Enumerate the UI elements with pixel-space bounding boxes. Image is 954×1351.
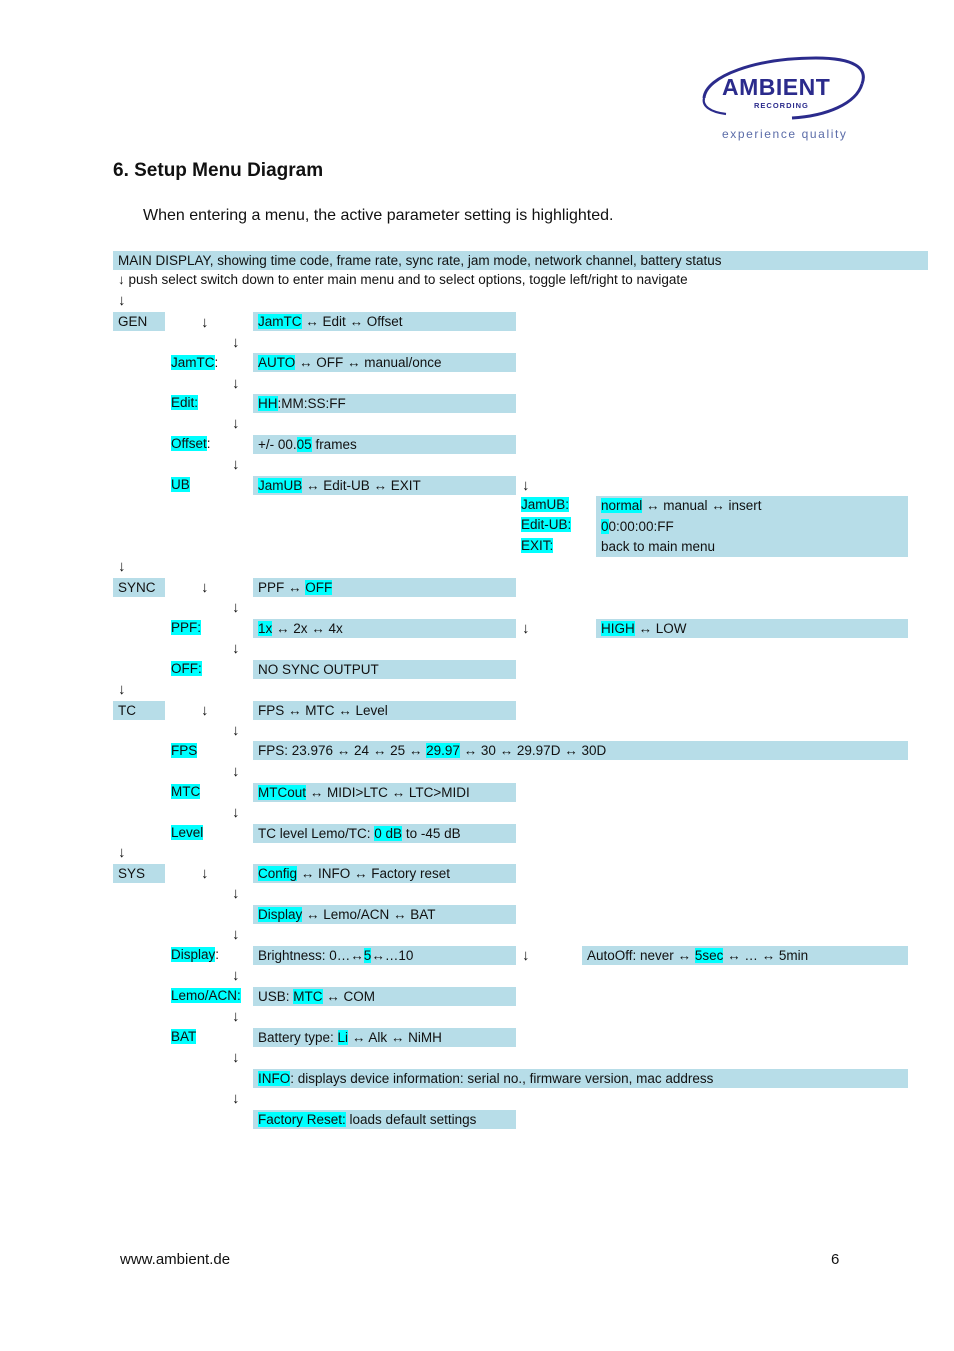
down-arrow-icon: ↓ <box>522 477 530 494</box>
logo-tagline: experience quality <box>722 127 848 141</box>
gen-main-bar: JamTC ↔ Edit ↔ Offset <box>253 312 516 331</box>
down-arrow-icon: ↓ <box>201 314 209 331</box>
ub-sub-label-editub: Edit-UB: <box>521 517 572 532</box>
logo-subtitle: RECORDING <box>754 101 809 110</box>
tc-label: TC <box>118 703 136 718</box>
display-label: Display: <box>171 947 220 962</box>
intro-text: When entering a menu, the active parameter setting is highlighted. <box>143 207 614 224</box>
main-display-text: MAIN DISPLAY, showing time code, frame rate, sync rate, jam mode, network channel, battery status <box>118 253 722 268</box>
sync-label: SYNC <box>118 580 156 595</box>
factory-reset-bar: Factory Reset: loads default settings <box>253 1110 516 1129</box>
lemo-label: Lemo/ACN: <box>171 988 241 1003</box>
ub-label: UB <box>171 477 190 492</box>
down-arrow-icon: ↓ <box>201 702 209 719</box>
down-arrow-icon: ↓ <box>118 292 126 309</box>
off-label: OFF: <box>171 661 202 676</box>
sys-label: SYS <box>118 866 146 881</box>
down-arrow-icon: ↓ <box>232 763 240 780</box>
down-arrow-icon: ↓ <box>232 415 240 432</box>
push-note-text: push select switch down to enter main menu and to select options, toggle left/right to navigate <box>128 272 688 287</box>
offset-label: Offset: <box>171 436 211 451</box>
down-arrow-icon: ↓ <box>232 1090 240 1107</box>
gen-label-box <box>113 312 165 331</box>
down-arrow-icon: ↓ <box>232 375 240 392</box>
sys-main-bar: Config ↔ INFO ↔ Factory reset <box>253 864 516 883</box>
level-label: Level <box>171 825 204 840</box>
sync-main-bar: PPF ↔ OFF <box>253 578 516 597</box>
down-arrow-icon: ↓ <box>201 865 209 882</box>
down-arrow-icon: ↓ <box>232 1049 240 1066</box>
down-arrow-icon: ↓ <box>232 885 240 902</box>
highlight: JamTC <box>258 314 302 329</box>
down-arrow-icon: ↓ <box>232 722 240 739</box>
bat-label: BAT <box>171 1029 197 1044</box>
gen-label: GEN <box>118 314 148 329</box>
down-arrow-icon: ↓ <box>232 967 240 984</box>
page-number: 6 <box>831 1251 840 1268</box>
down-arrow-icon: ↓ <box>522 947 530 964</box>
down-arrow-icon: ↓ <box>232 456 240 473</box>
footer-url: www.ambient.de <box>120 1251 231 1268</box>
down-arrow-icon: ↓ <box>232 334 240 351</box>
down-arrow-icon: ↓ <box>201 579 209 596</box>
down-arrow-icon: ↓ <box>232 926 240 943</box>
ppf-level-bar: HIGH ↔ LOW <box>596 619 908 638</box>
config-bar: Display ↔ Lemo/ACN ↔ BAT <box>253 905 516 924</box>
ub-sub-label-jamub: JamUB: <box>521 497 570 512</box>
down-arrow-icon: ↓ <box>522 620 530 637</box>
off-bar: NO SYNC OUTPUT <box>253 660 516 679</box>
down-arrow-icon: ↓ <box>232 599 240 616</box>
tc-label-box <box>113 701 165 720</box>
info-bar: INFO: displays device information: serial no., firmware version, mac address <box>253 1069 908 1088</box>
edit-bar: HH:MM:SS:FF <box>253 394 516 413</box>
ppf-label: PPF: <box>171 620 202 635</box>
level-bar: TC level Lemo/TC: 0 dB to -45 dB <box>253 824 516 843</box>
ppf-bar: 1x ↔ 2x ↔ 4x <box>253 619 516 638</box>
section-heading: 6. Setup Menu Diagram <box>113 160 324 181</box>
down-arrow-icon: ↓ <box>118 558 126 575</box>
down-arrow-icon: ↓ <box>118 272 125 287</box>
down-arrow-icon: ↓ <box>232 804 240 821</box>
sys-label-box <box>113 864 165 883</box>
push-note <box>118 271 688 289</box>
bat-bar: Battery type: Li ↔ Alk ↔ NiMH <box>253 1028 516 1047</box>
mtc-bar: MTCout ↔ MIDI>LTC ↔ LTC>MIDI <box>253 783 516 802</box>
tc-main-bar: FPS ↔ MTC ↔ Level <box>253 701 516 720</box>
lemo-bar: USB: MTC ↔ COM <box>253 987 516 1006</box>
offset-bar: +/- 00.05 frames <box>253 435 516 454</box>
sync-label-box <box>113 578 165 597</box>
brightness-bar: Brightness: 0…↔5↔…10 <box>253 946 516 965</box>
down-arrow-icon: ↓ <box>232 1008 240 1025</box>
autooff-bar: AutoOff: never ↔ 5sec ↔ … ↔ 5min <box>582 946 908 965</box>
fps-label: FPS <box>171 743 198 758</box>
jamtc-label: JamTC: <box>171 355 219 370</box>
down-arrow-icon: ↓ <box>118 681 126 698</box>
ambient-logo <box>696 54 866 146</box>
ub-sub-label-exit: EXIT: <box>521 538 554 553</box>
logo-name: AMBIENT <box>722 74 831 100</box>
down-arrow-icon: ↓ <box>232 640 240 657</box>
mtc-label: MTC <box>171 784 201 799</box>
jamtc-bar: AUTO ↔ OFF ↔ manual/once <box>253 353 516 372</box>
fps-bar: FPS: 23.976 ↔ 24 ↔ 25 ↔ 29.97 ↔ 30 ↔ 29.97D ↔ 30D <box>253 741 908 760</box>
down-arrow-icon: ↓ <box>118 844 126 861</box>
ub-options-bar: normal ↔ manual ↔ insert 00:00:00:FF back to main menu <box>596 496 908 557</box>
edit-label: Edit: <box>171 395 199 410</box>
ub-bar: JamUB ↔ Edit-UB ↔ EXIT <box>253 476 516 495</box>
main-display-bar <box>113 251 928 270</box>
